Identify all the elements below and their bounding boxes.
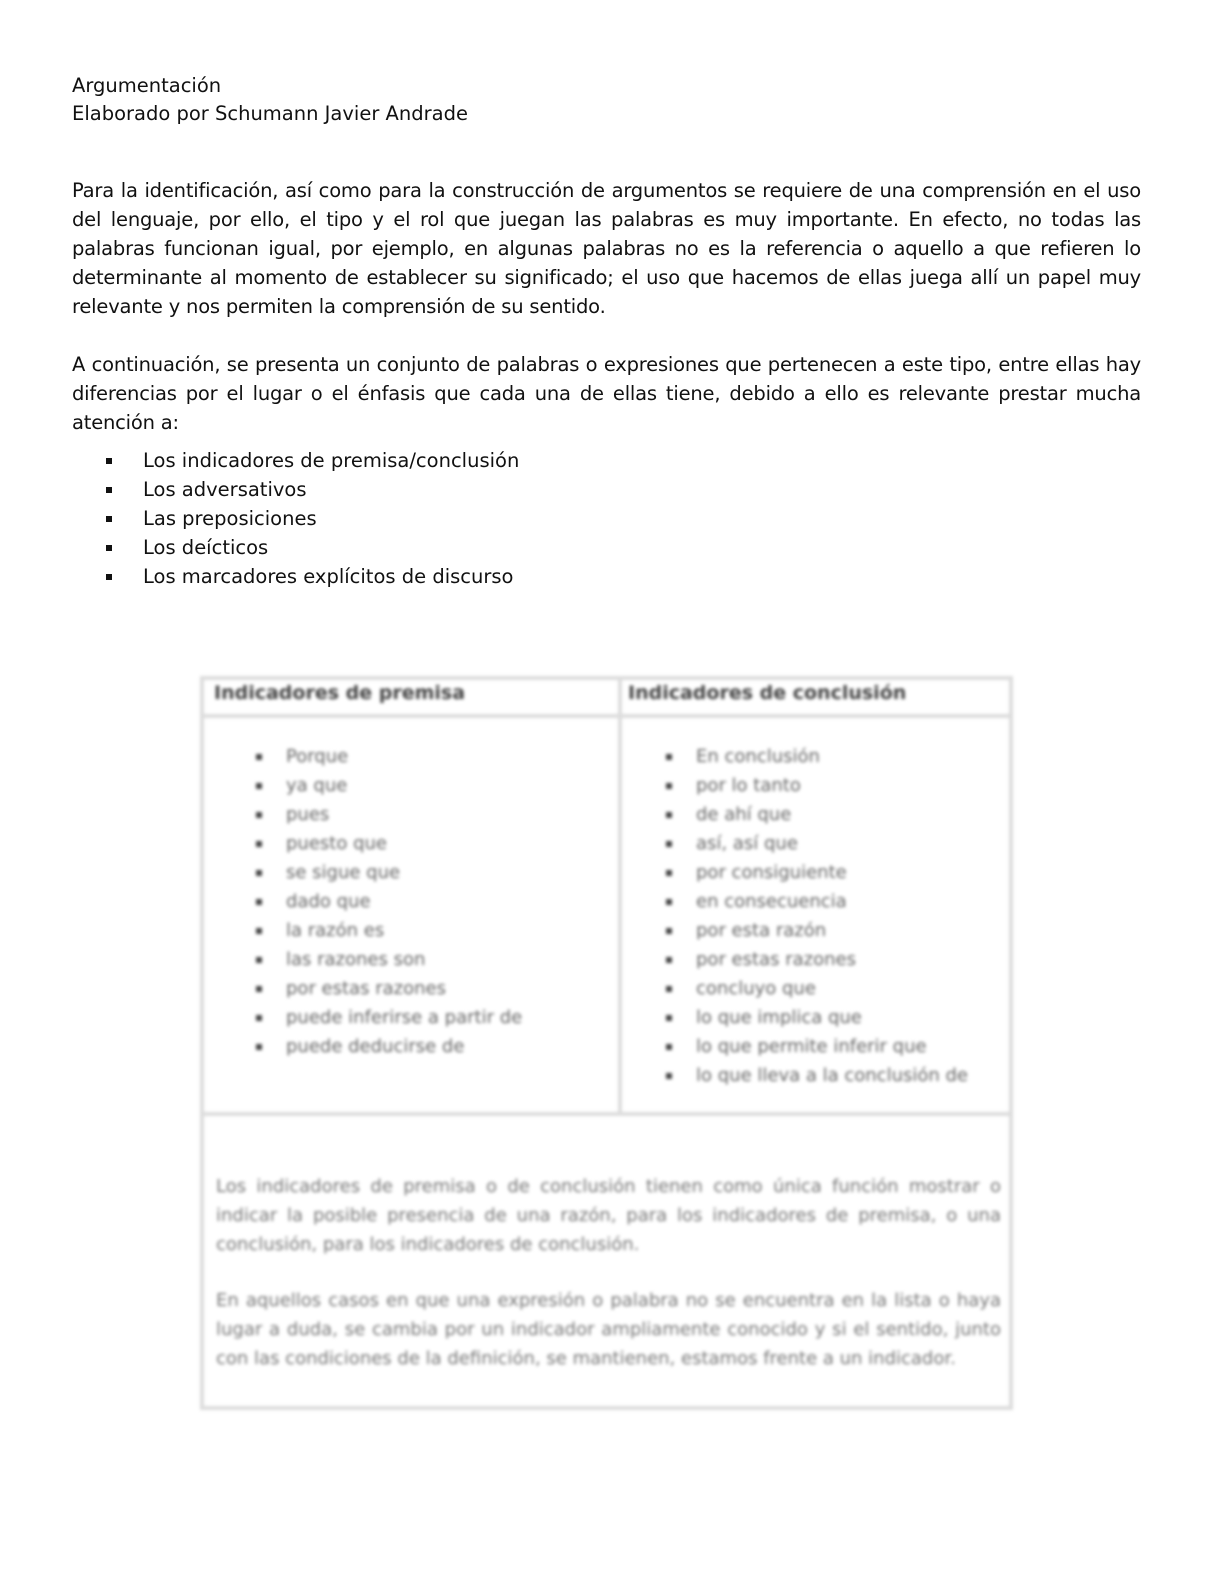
conclusion-header: Indicadores de conclusión bbox=[628, 682, 907, 704]
list-item: lo que implica que bbox=[666, 1003, 968, 1032]
document-title: Argumentación bbox=[72, 74, 222, 97]
list-item: por lo tanto bbox=[666, 771, 968, 800]
square-bullet-icon bbox=[666, 899, 672, 905]
list-item: por estas razones bbox=[256, 974, 522, 1003]
document-author: Elaborado por Schumann Javier Andrade bbox=[72, 102, 468, 125]
square-bullet-icon bbox=[256, 1015, 262, 1021]
list-item: ya que bbox=[256, 771, 522, 800]
square-bullet-icon bbox=[666, 986, 672, 992]
list-item: Las preposiciones bbox=[106, 504, 519, 533]
square-bullet-icon bbox=[666, 1073, 672, 1079]
square-bullet-icon bbox=[256, 928, 262, 934]
list-item: en consecuencia bbox=[666, 887, 968, 916]
list-item: En conclusión bbox=[666, 742, 968, 771]
square-bullet-icon bbox=[256, 899, 262, 905]
square-bullet-icon bbox=[106, 458, 112, 464]
list-item: Los marcadores explícitos de discurso bbox=[106, 562, 519, 591]
list-item: Los indicadores de premisa/conclusión bbox=[106, 446, 519, 475]
list-item: Porque bbox=[256, 742, 522, 771]
square-bullet-icon bbox=[106, 516, 112, 522]
square-bullet-icon bbox=[256, 1044, 262, 1050]
list-item: lo que lleva a la conclusión de bbox=[666, 1061, 968, 1090]
square-bullet-icon bbox=[666, 870, 672, 876]
list-item: la razón es bbox=[256, 916, 522, 945]
square-bullet-icon bbox=[666, 928, 672, 934]
square-bullet-icon bbox=[256, 754, 262, 760]
list-item: por esta razón bbox=[666, 916, 968, 945]
table-header-row bbox=[204, 680, 1009, 718]
continuation-paragraph: A continuación, se presenta un conjunto de palabras o expresiones que pertenecen a este tipo, entre ellas hay diferencias por el lugar o el énfasis que cada una de ellas tiene, debido a ello es relevante prestar mucha atención a: bbox=[72, 352, 1141, 434]
list-item: dado que bbox=[256, 887, 522, 916]
premise-header: Indicadores de premisa bbox=[214, 682, 466, 704]
square-bullet-icon bbox=[106, 574, 112, 580]
square-bullet-icon bbox=[666, 1044, 672, 1050]
table-note-substitution: En aquellos casos en que una expresión o palabra no se encuentra en la lista o haya lugar a duda, se cambia por un indicador ampliamente conocido y si el sentido, junto con las condiciones de la definición, se mantienen, estamos frente a un indicador. bbox=[216, 1290, 1001, 1369]
premise-indicator-list bbox=[256, 742, 522, 1061]
square-bullet-icon bbox=[666, 841, 672, 847]
list-item: por consiguiente bbox=[666, 858, 968, 887]
list-item: lo que permite inferir que bbox=[666, 1032, 968, 1061]
square-bullet-icon bbox=[666, 957, 672, 963]
square-bullet-icon bbox=[666, 812, 672, 818]
list-item: Los adversativos bbox=[106, 475, 519, 504]
square-bullet-icon bbox=[256, 957, 262, 963]
row-divider bbox=[204, 1112, 1009, 1116]
square-bullet-icon bbox=[666, 754, 672, 760]
square-bullet-icon bbox=[666, 783, 672, 789]
list-item: puede inferirse a partir de bbox=[256, 1003, 522, 1032]
topic-list bbox=[106, 446, 519, 591]
list-item: concluyo que bbox=[666, 974, 968, 1003]
square-bullet-icon bbox=[256, 783, 262, 789]
list-item: así, así que bbox=[666, 829, 968, 858]
intro-paragraph: Para la identificación, así como para la construcción de argumentos se requiere de una comprensión en el uso del lenguaje, por ello, el tipo y el rol que juegan las palabras es muy importante. En efecto, no todas las palabras funcionan igual, por ejemplo, en algunas palabras no es la referencia o aquello a que refieren lo determinante al momento de establecer su significado; el uso que hacemos de ellas juega allí un papel muy relevante y nos permiten la comprensión de su sentido. bbox=[72, 178, 1141, 318]
table-note-function: Los indicadores de premisa o de conclusión tienen como única función mostrar o indicar la posible presencia de una razón, para los indicadores de premisa, o una conclusión, para los indicadores de conclusión. bbox=[216, 1176, 1001, 1255]
list-item: Los deícticos bbox=[106, 533, 519, 562]
list-item: se sigue que bbox=[256, 858, 522, 887]
list-item: de ahí que bbox=[666, 800, 968, 829]
document-header bbox=[72, 72, 468, 128]
list-item: pues bbox=[256, 800, 522, 829]
square-bullet-icon bbox=[106, 545, 112, 551]
conclusion-indicator-list bbox=[666, 742, 968, 1090]
list-item: puesto que bbox=[256, 829, 522, 858]
list-item: por estas razones bbox=[666, 945, 968, 974]
square-bullet-icon bbox=[666, 1015, 672, 1021]
square-bullet-icon bbox=[256, 841, 262, 847]
list-item: puede deducirse de bbox=[256, 1032, 522, 1061]
square-bullet-icon bbox=[256, 812, 262, 818]
square-bullet-icon bbox=[256, 986, 262, 992]
square-bullet-icon bbox=[256, 870, 262, 876]
square-bullet-icon bbox=[106, 487, 112, 493]
indicators-table bbox=[200, 676, 1013, 1410]
column-divider bbox=[618, 680, 622, 1114]
list-item: las razones son bbox=[256, 945, 522, 974]
